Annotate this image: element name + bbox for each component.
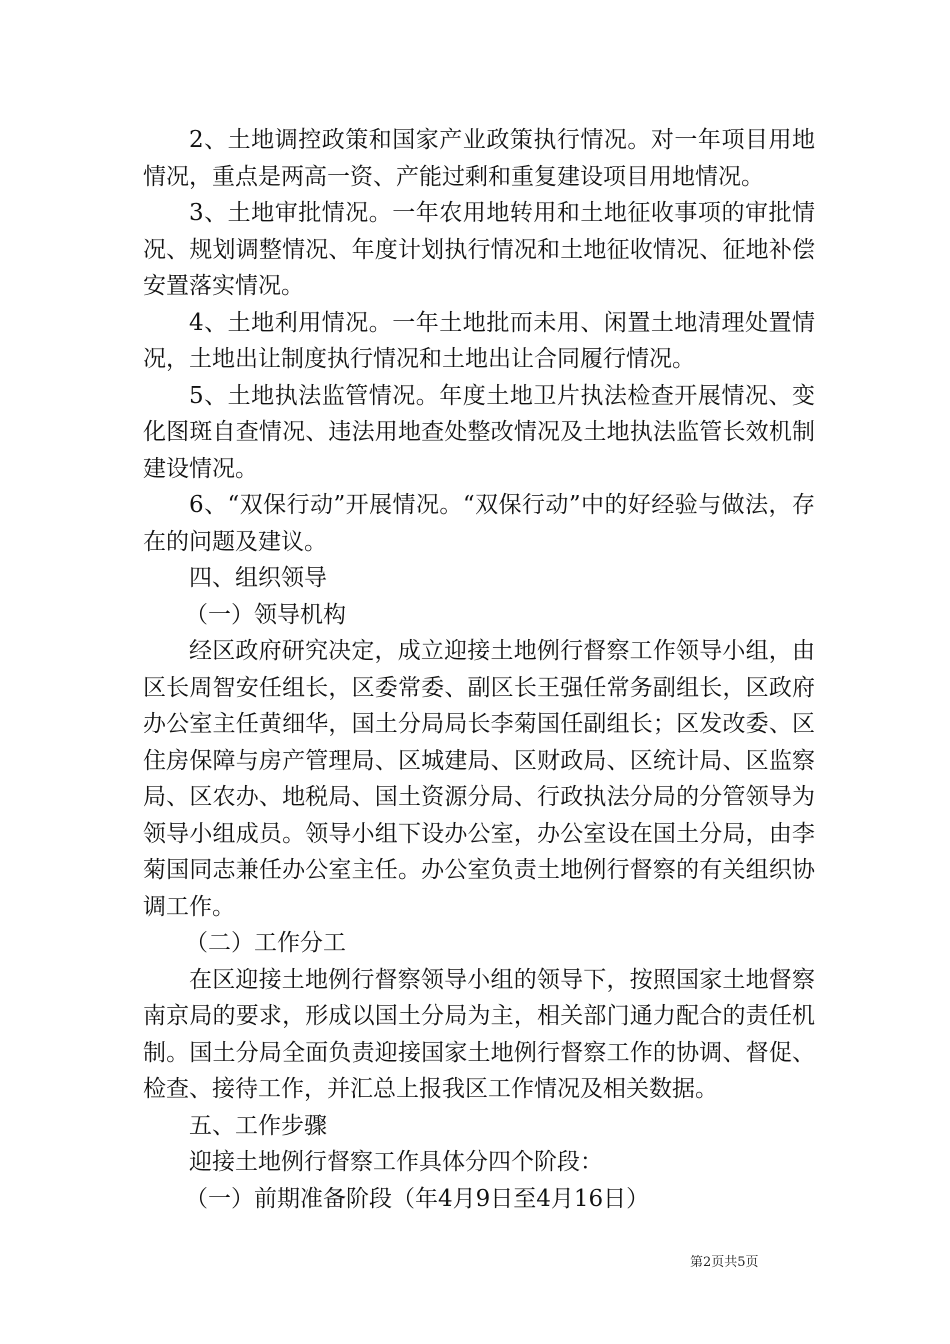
paragraph-work-stages-intro: 迎接土地例行督察工作具体分四个阶段： [189,1149,603,1175]
paragraph-leadership-body: 经区政府研究决定，成立迎接土地例行督察工作领导小组，由区长周智安任组长，区委常委、副区长王强任常务副组长，区政府办公室主任黄细华，国土分局局长李菊国任副组长；区发改委、区住房保障与房产管理局、区城建局、区财政局、区统计局、区监察局、区农办、地税局、国土资源分局、行政执法分局的分管领导为领导小组成员。领导小组下设办公室，办公室设在国土分局，由李菊国同志兼任办公室主任。办公室负责土地例行督察的有关组织协调工作。 [143,638,815,920]
paragraph-item-3: 3、土地审批情况。一年农用地转用和土地征收事项的审批情况、规划调整情况、年度计划执行情况和土地征收情况、征地补偿安置落实情况。 [143,200,815,299]
section-heading-work-steps: 五、工作步骤 [189,1112,327,1139]
page-number: 第2页共5页 [690,1255,759,1270]
paragraph-item-4: 4、土地利用情况。一年土地批而未用、闲置土地清理处置情况，土地出让制度执行情况和土地出让合同履行情况。 [143,309,815,372]
subheading-leadership-body: （一）领导机构 [185,601,346,628]
subheading-division-of-work: （二）工作分工 [185,930,346,956]
paragraph-division-of-work: 在区迎接土地例行督察领导小组的领导下，按照国家土地督察南京局的要求，形成以国土分局为主，相关部门通力配合的责任机制。国土分局全面负责迎接国家土地例行督察工作的协调、督促、检查、接待工作，并汇总上报我区工作情况及相关数据。 [143,966,815,1102]
document-body [143,122,815,1217]
paragraph-item-2: 2、土地调控政策和国家产业政策执行情况。对一年项目用地情况，重点是两高一资、产能过剩和重复建设项目用地情况。 [143,127,815,190]
subheading-preparation-stage: （一）前期准备阶段（年4月9日至4月16日） [185,1185,650,1212]
paragraph-item-5: 5、土地执法监管情况。年度土地卫片执法检查开展情况、变化图斑自查情况、违法用地查处整改情况及土地执法监管长效机制建设情况。 [143,382,815,482]
section-heading-organization: 四、组织领导 [189,565,327,591]
paragraph-item-6: 6、“双保行动”开展情况。“双保行动”中的好经验与做法，存在的问题及建议。 [143,492,815,555]
